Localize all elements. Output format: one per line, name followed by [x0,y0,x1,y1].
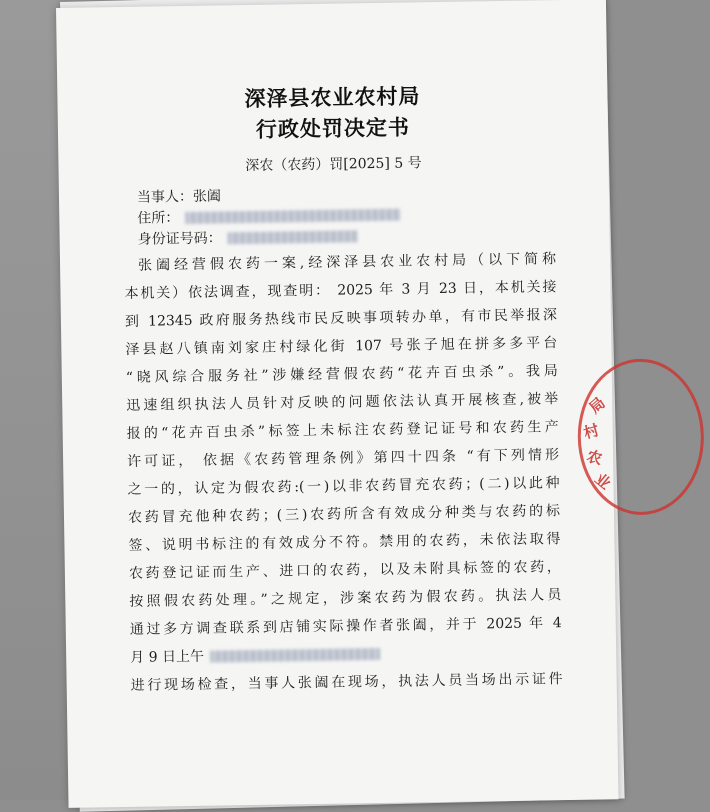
body-line: 按照假农药处理。”之规定，涉案农药为假农药。执法人员 [129,587,562,610]
body-line: 到 12345 政府服务热线市民反映事项转办单，有市民举报深 [124,307,558,330]
seal-char: 业 [591,469,615,494]
seal-char: 农 [585,447,604,469]
body-line-text: 月 9 日上午 [130,648,205,666]
document-number: 深农（农药）罚[2025] 5 号 [245,155,422,175]
body-line: 签、说明书标注的有效成分不符。禁用的农药，未依法取得 [128,531,561,554]
body-line: 迅速组织执法人员针对反映的问题依法认真开展核查,被举 [126,391,559,414]
body-line: 泽县赵八镇南刘家庄村绿化街 107 号张子旭在拼多多平台 [125,335,558,358]
seal-char: 村 [581,420,602,443]
body-line: 之一的，认定为假农药:(一)以非农药冒充农药；(二)以此种 [127,475,560,498]
party-field [137,185,221,206]
body-line: “晓风综合服务社”涉嫌经营假农药“花卉百虫杀”。我局 [125,363,558,386]
id-number-field [137,225,357,248]
body-line: 农药登记证而生产、进口的农药，以及未附具标签的农药， [128,559,561,582]
document-title-type: 行政处罚决定书 [255,115,411,142]
redacted-location [210,648,380,663]
body-line: 报的“花卉百虫杀”标签上未标注农药登记证号和农药生产 [126,419,559,442]
body-line: 许可证， 依据《农药管理条例》第四十四条 “有下列情形 [127,447,560,470]
address-label: 住所： [137,210,180,227]
body-line: 进行现场检查，当事人张阖在现场，执法人员当场出示证件 [130,671,563,694]
official-seal [577,358,705,516]
redacted-address [185,209,400,224]
document-title-agency: 深泽县农业农村局 [244,84,421,112]
document-page [56,0,618,808]
redacted-id-number [228,230,358,244]
body-line: 张阖经营假农药一案,经深泽县农业农村局（以下简称 [137,251,557,274]
body-line-redacted [130,640,562,667]
address-field [137,204,400,228]
body-line: 农药冒充他种农药；(三)农药所含有效成分种类与农药的标 [127,503,561,526]
id-number-label: 身份证号码： [137,230,222,248]
body-line: 通过多方调查联系到店铺实际操作者张阖，并于 2025 年 4 [129,615,562,638]
seal-char: 局 [585,393,609,418]
party-label: 当事人：张阖 [136,188,222,206]
body-line: 本机关）依法调查，现查明： 2025 年 3 月 23 日，本机关接 [124,279,557,302]
